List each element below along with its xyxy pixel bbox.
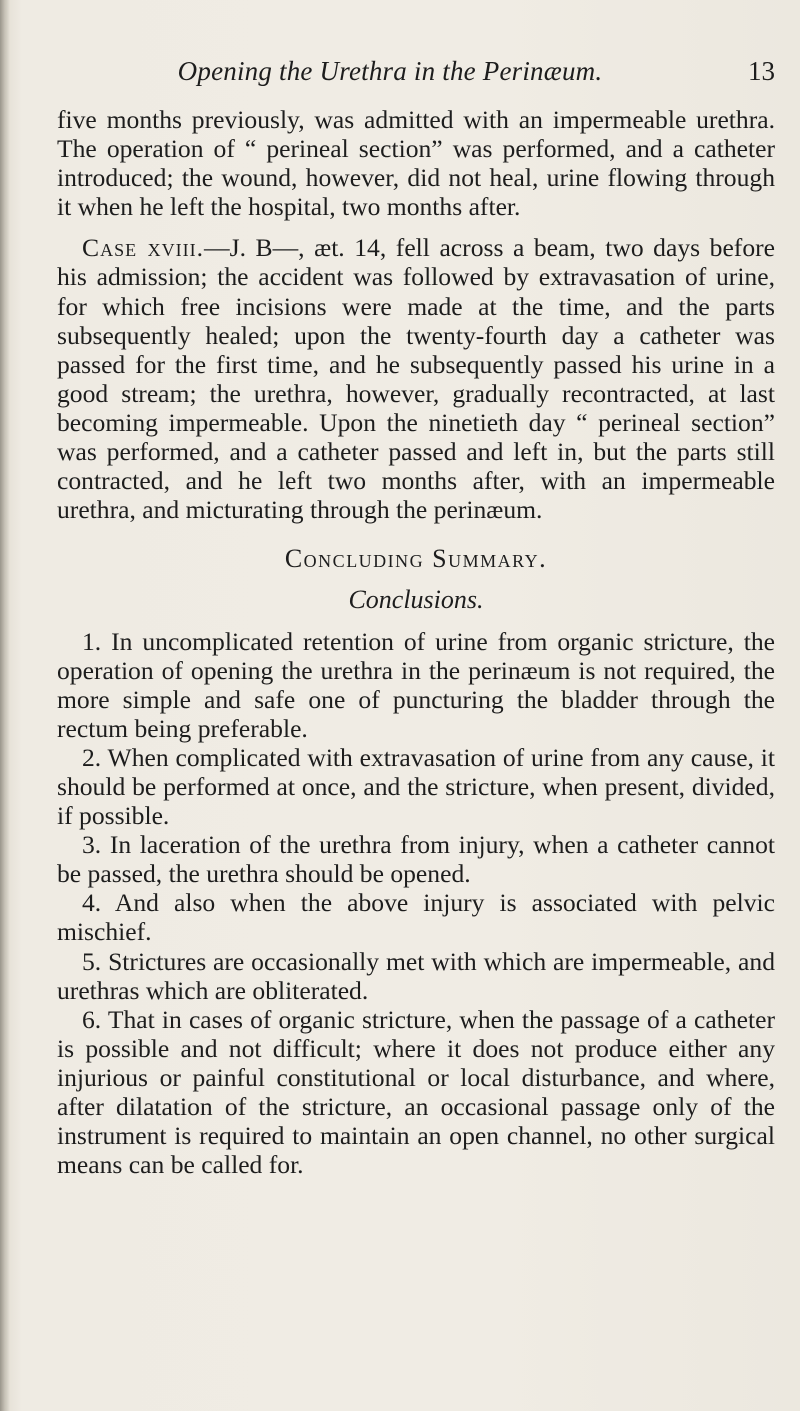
running-title: Opening the Urethra in the Perinæum. <box>177 56 603 86</box>
running-head <box>40 56 775 96</box>
conclusion-item: 4. And also when the above injury is associated with pelvic mischief. <box>57 888 775 947</box>
conclusion-item: 5. Strictures are occasionally met with which are impermeable, and urethras which are obliterated. <box>57 946 775 1005</box>
case-text: —J. B—, æt. 14, fell across a beam, two days before his admission; the accident was followed by extravasation of urine, for which free incisions were made at the time, and the parts subsequently healed; upon the twenty-fourth day a catheter was passed for the first time, and he subsequently passed his urine in a good stream; the urethra, however, gradually recontracted, at last becoming impermeable. Upon the ninetieth day “ perineal section” was performed, and a catheter passed and left in, but the parts still contracted, and he left two months after, with an impermeable urethra, and micturating through the perinæum. <box>57 233 776 525</box>
page-number: 13 <box>748 56 775 86</box>
section-subtitle: Conclusions. <box>348 585 484 615</box>
conclusion-item: 3. In laceration of the urethra from injury, when a catheter cannot be passed, the urethra should be opened. <box>57 830 775 889</box>
section-title: Concluding Summary. <box>284 544 548 574</box>
page-binding-edge <box>0 0 10 1411</box>
case-xviii-paragraph <box>57 233 775 524</box>
conclusion-item: 6. That in cases of organic stricture, when the passage of a catheter is possible and not difficult; where it does not produce either any injurious or painful constitutional or local disturbance, and where, after dilatation of the stricture, an occasional passage only of the instrument is required to maintain an open channel, no other surgical means can be called for. <box>57 1004 775 1180</box>
body-text <box>57 105 775 1179</box>
conclusion-item: 2. When complicated with extravasation of urine from any cause, it should be performed at once, and the stricture, when present, divided, if possible. <box>57 742 775 831</box>
conclusion-item: 1. In uncomplicated retention of urine from organic stricture, the operation of opening the urethra in the perinæum is not required, the more simple and safe one of puncturing the bladder through the rectum being preferable. <box>57 626 775 743</box>
case-label: Case xviii. <box>82 233 205 263</box>
continuation-paragraph: five months previously, was admitted with an impermeable urethra. The operation of “ perineal section” was performed, and a catheter introduced; the wound, however, did not heal, urine flowing through it when he left the hospital, two months after. <box>57 105 775 222</box>
